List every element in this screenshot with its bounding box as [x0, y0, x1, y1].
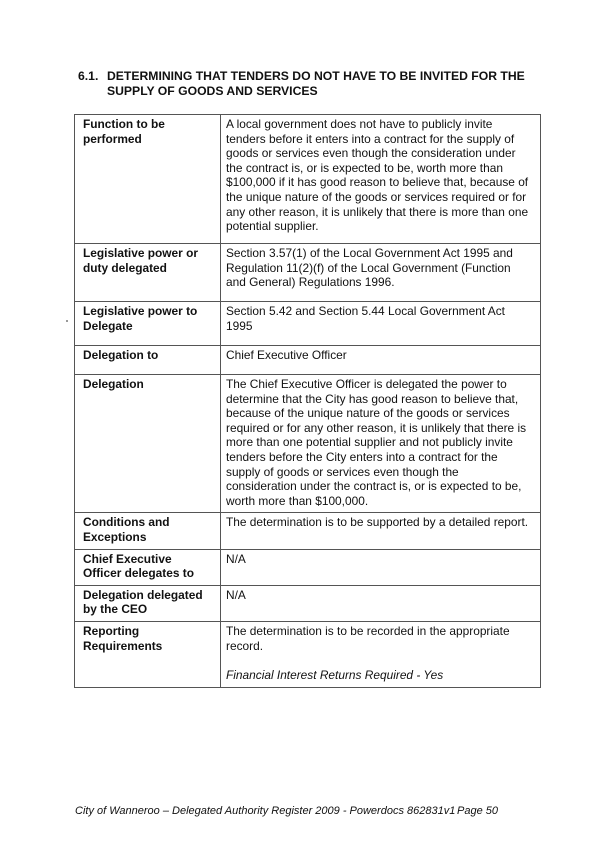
row-label-line: Reporting [83, 623, 140, 638]
footer-page-number: Page 50 [457, 805, 498, 817]
row-label-cell [75, 585, 221, 621]
section-number: 6.1. [78, 69, 99, 83]
row-label-cell [75, 549, 221, 585]
row-label-cell [75, 375, 221, 513]
row-label-line: Legislative power or [83, 246, 198, 260]
row-label-line: Legislative power to [83, 304, 198, 318]
row-label-cell [75, 244, 221, 302]
row-value-cell [221, 621, 541, 687]
row-label-cell [75, 621, 221, 687]
row-value-line: any other reason, it is unlikely that there is more than one [226, 204, 529, 219]
row-label-line: Officer delegates to [83, 566, 195, 581]
row-label-line: Chief Executive [83, 551, 172, 566]
financial-interest-note: Financial Interest Returns Required - Yes [226, 668, 444, 683]
row-value-line: determine that the City has good reason to believe that, [226, 391, 519, 406]
row-label-line: duty delegated [83, 260, 167, 275]
section-title-line-1: DETERMINING THAT TENDERS DO NOT HAVE TO BE INVITED FOR THE [107, 69, 525, 83]
row-value-cell [221, 115, 541, 244]
table-row-reporting-requirements [75, 621, 541, 687]
row-value-cell [221, 585, 541, 621]
row-value-cell [221, 375, 541, 513]
row-value-line: the contract is, or is expected to be, worth more than [226, 160, 503, 175]
row-value-line: N/A [226, 587, 246, 602]
row-label-cell [75, 513, 221, 549]
row-value-line: The determination is to be recorded in the appropriate [226, 623, 510, 638]
row-value-line: and General) Regulations 1996. [226, 275, 395, 290]
row-label-line: Delegate [83, 318, 133, 333]
row-value-line: The determination is to be supported by a detailed report. [226, 515, 529, 530]
row-value-line: Regulation 11(2)(f) of the Local Government (Function [226, 260, 511, 275]
table-row-legislative-power-to-delegate [75, 302, 541, 346]
row-value-line: 1995 [226, 318, 253, 333]
row-value-line: record. [226, 638, 264, 653]
row-value-line: consideration under the contract is, or is expected to be, [226, 479, 522, 494]
row-value-line: Section 3.57(1) of the Local Government Act 1995 and [226, 246, 513, 260]
section-heading [78, 69, 548, 99]
table-row-delegation [75, 375, 541, 513]
scan-mark [66, 320, 68, 322]
table-row-legislative-power-delegated [75, 244, 541, 302]
row-label-cell [75, 302, 221, 346]
row-value-line: N/A [226, 551, 246, 566]
row-value-line: $100,000 if it has good reason to believe that, because of [226, 175, 529, 190]
table-row-delegation-delegated-by-ceo [75, 585, 541, 621]
delegation-table [74, 114, 541, 688]
row-value-line: more than one potential supplier and not publicly invite [226, 435, 513, 450]
row-value-line: tenders before it enters into a contract for the supply of [226, 131, 515, 146]
row-value-line: worth more than $100,000. [226, 493, 369, 508]
row-value-line: because of the unique nature of the goods or services [226, 406, 510, 421]
row-value-line: goods or services even though the consideration under [226, 146, 516, 161]
row-value-line: supply of goods or services even though the [226, 464, 459, 479]
row-value-line: required or for any other reason, it is unlikely that there is [226, 420, 527, 435]
row-value-line: Chief Executive Officer [226, 348, 347, 362]
table-row-ceo-delegates-to [75, 549, 541, 585]
row-value-cell [221, 302, 541, 346]
row-value-line: potential supplier. [226, 219, 319, 234]
footer-document-reference: City of Wanneroo – Delegated Authority Register 2009 - Powerdocs 862831v1 [75, 805, 456, 817]
row-label-cell [75, 115, 221, 244]
row-label-cell [75, 346, 221, 375]
row-value-cell [221, 346, 541, 375]
table-row-conditions-and-exceptions [75, 513, 541, 549]
row-label-line: Exceptions [83, 529, 147, 544]
row-value-line: The Chief Executive Officer is delegated the power to [226, 377, 507, 391]
table-row-delegation-to [75, 346, 541, 375]
row-value-cell [221, 549, 541, 585]
section-title-line-2: SUPPLY OF GOODS AND SERVICES [107, 84, 318, 98]
row-value-cell [221, 513, 541, 549]
row-label-line: by the CEO [83, 602, 148, 617]
table-row-function-to-be-performed [75, 115, 541, 244]
row-value-line: the unique nature of the goods or services required or for [226, 189, 527, 204]
row-value-line: A local government does not have to publicly invite [226, 117, 493, 131]
row-label-line: Delegation delegated [83, 587, 203, 602]
row-label-line: Delegation [83, 377, 144, 391]
row-value-cell [221, 244, 541, 302]
row-value-line: tenders before the City enters into a contract for the [226, 449, 498, 464]
row-label-line: Requirements [83, 638, 163, 653]
row-label-line: Delegation to [83, 348, 159, 362]
row-label-line: performed [83, 131, 142, 146]
row-label-line: Conditions and [83, 515, 170, 530]
row-label-line: Function to be [83, 117, 165, 131]
row-value-line: Section 5.42 and Section 5.44 Local Government Act [226, 304, 505, 318]
